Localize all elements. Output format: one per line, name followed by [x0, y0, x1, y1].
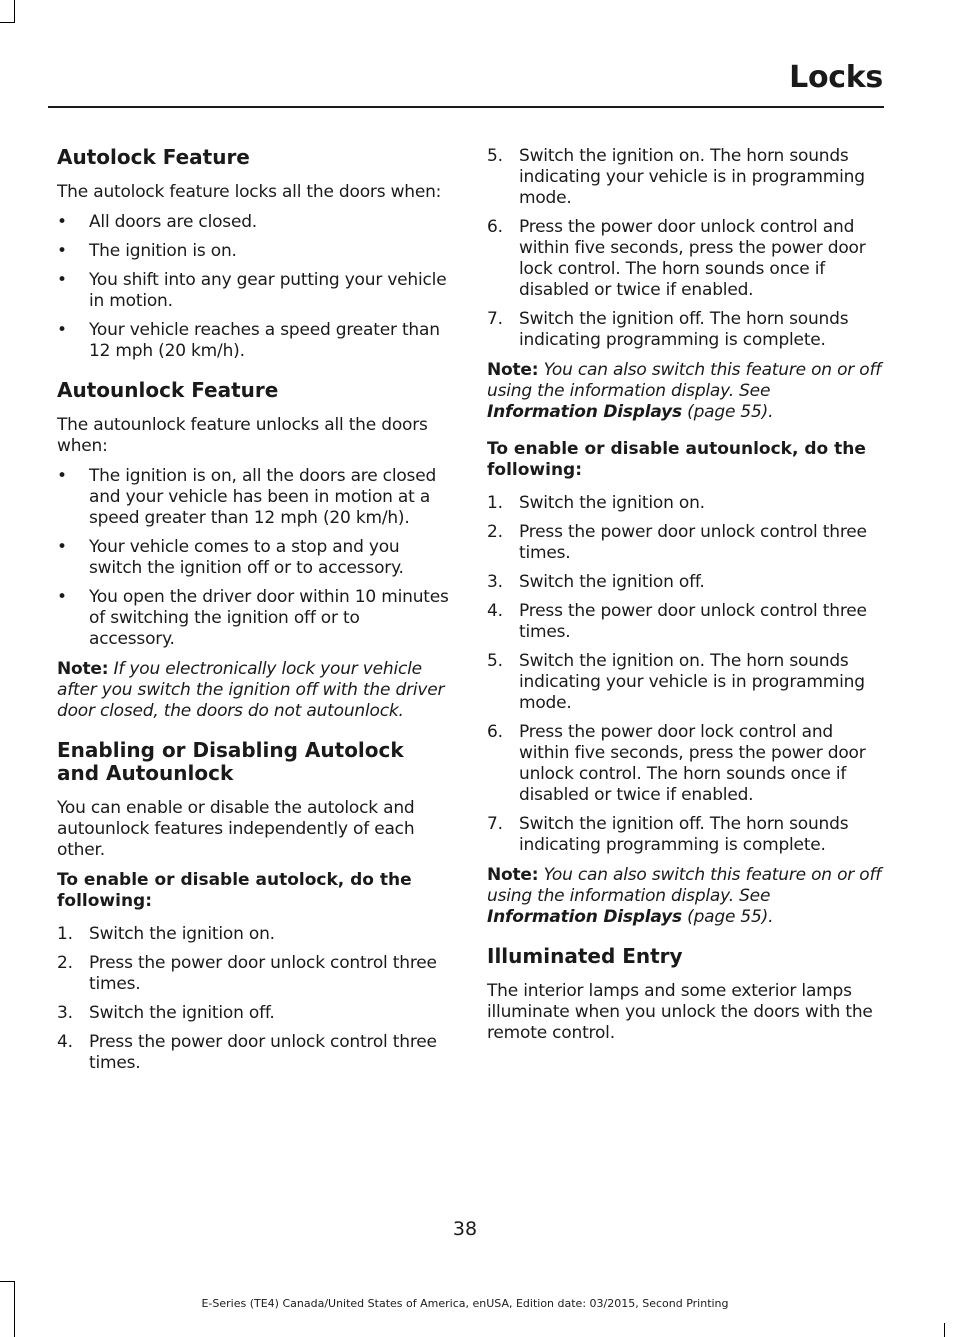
list-item: • The ignition is on, all the doors are closed and your vehicle has been in motion at a speed greater than 12 mph (20 km/h).	[57, 466, 437, 528]
crop-mark-bottom-left-h	[0, 1281, 15, 1282]
note-text: You can also switch this feature on or off using the information display. See	[487, 865, 882, 906]
autounlock-note	[57, 659, 449, 722]
note-label: Note:	[487, 360, 539, 380]
illuminated-entry-text: The interior lamps and some exterior lamps illuminate when you unlock the doors with the remote control.	[487, 981, 873, 1043]
autounlock-heading: Autounlock Feature	[57, 378, 279, 402]
list-item: • You open the driver door within 10 minutes of switching the ignition off or to accessory.	[57, 587, 449, 649]
page-number: 38	[452, 1218, 478, 1240]
autolock-steps-list	[57, 924, 449, 1074]
autolock-procedure-subheading: To enable or disable autolock, do the following:	[57, 870, 412, 911]
list-item: 7. Switch the ignition off. The horn sounds indicating programming is complete.	[487, 814, 849, 855]
information-displays-link[interactable]: Information Displays	[487, 402, 682, 422]
list-item: • The ignition is on.	[57, 241, 237, 261]
autolock-intro: The autolock feature locks all the doors when:	[57, 182, 442, 202]
list-item: 4. Press the power door unlock control three times.	[57, 1032, 437, 1073]
note-label: Note:	[487, 865, 539, 885]
autolock-conditions-list	[57, 212, 449, 362]
autounlock-steps-list	[487, 493, 883, 856]
autounlock-intro: The autounlock feature unlocks all the doors when:	[57, 415, 428, 456]
crop-mark-top-left-h	[0, 22, 15, 23]
autolock-steps-continued-list	[487, 146, 883, 351]
autounlock-procedure-subheading: To enable or disable autounlock, do the following:	[487, 439, 866, 480]
header-rule	[48, 106, 884, 108]
note-text: You can also switch this feature on or off using the information display. See	[487, 360, 882, 401]
crop-mark-bottom-right-v	[944, 1323, 945, 1337]
autounlock-procedure-note	[487, 865, 883, 928]
list-item: 3. Switch the ignition off.	[57, 1003, 275, 1023]
right-column	[487, 146, 883, 1053]
list-item: 1. Switch the ignition on.	[487, 493, 705, 513]
list-item: 2. Press the power door unlock control three times.	[57, 953, 437, 994]
autolock-heading: Autolock Feature	[57, 145, 250, 169]
page-reference: (page 55).	[681, 907, 774, 927]
list-item: • You shift into any gear putting your vehicle in motion.	[57, 270, 447, 311]
page-header-title: Locks	[789, 60, 883, 95]
list-item: 5. Switch the ignition on. The horn sounds indicating your vehicle is in programming mode.	[487, 651, 865, 713]
enabling-intro: You can enable or disable the autolock and autounlock features independently of each other.	[57, 798, 415, 860]
edition-footer: E-Series (TE4) Canada/United States of America, enUSA, Edition date: 03/2015, Second Printing	[201, 1297, 729, 1310]
crop-mark-top-left-v	[14, 0, 15, 22]
information-displays-link[interactable]: Information Displays	[487, 907, 682, 927]
list-item: 1. Switch the ignition on.	[57, 924, 275, 944]
illuminated-entry-heading: Illuminated Entry	[487, 944, 683, 968]
list-item: 4. Press the power door unlock control three times.	[487, 601, 867, 642]
list-item: 7. Switch the ignition off. The horn sounds indicating programming is complete.	[487, 309, 849, 350]
list-item: 2. Press the power door unlock control three times.	[487, 522, 867, 563]
autolock-note	[487, 360, 883, 423]
left-column	[57, 146, 449, 1083]
autounlock-conditions-list	[57, 466, 449, 650]
note-text: If you electronically lock your vehicle after you switch the ignition off with the driver door closed, the doors do not autounlock.	[57, 659, 445, 721]
list-item: 3. Switch the ignition off.	[487, 572, 705, 592]
list-item: • Your vehicle comes to a stop and you switch the ignition off or to accessory.	[57, 537, 404, 578]
page-reference: (page 55).	[681, 402, 774, 422]
note-label: Note:	[57, 659, 109, 679]
list-item: • Your vehicle reaches a speed greater than 12 mph (20 km/h).	[57, 320, 440, 361]
list-item: 6. Press the power door lock control and within five seconds, press the power door unlock control. The horn sounds once if disabled or twice if enabled.	[487, 722, 866, 805]
list-item: • All doors are closed.	[57, 212, 257, 232]
enabling-heading: Enabling or Disabling Autolock and Autounlock	[57, 738, 404, 785]
list-item: 5. Switch the ignition on. The horn sounds indicating your vehicle is in programming mode.	[487, 146, 865, 208]
list-item: 6. Press the power door unlock control and within five seconds, press the power door lock control. The horn sounds once if disabled or twice if enabled.	[487, 217, 866, 300]
